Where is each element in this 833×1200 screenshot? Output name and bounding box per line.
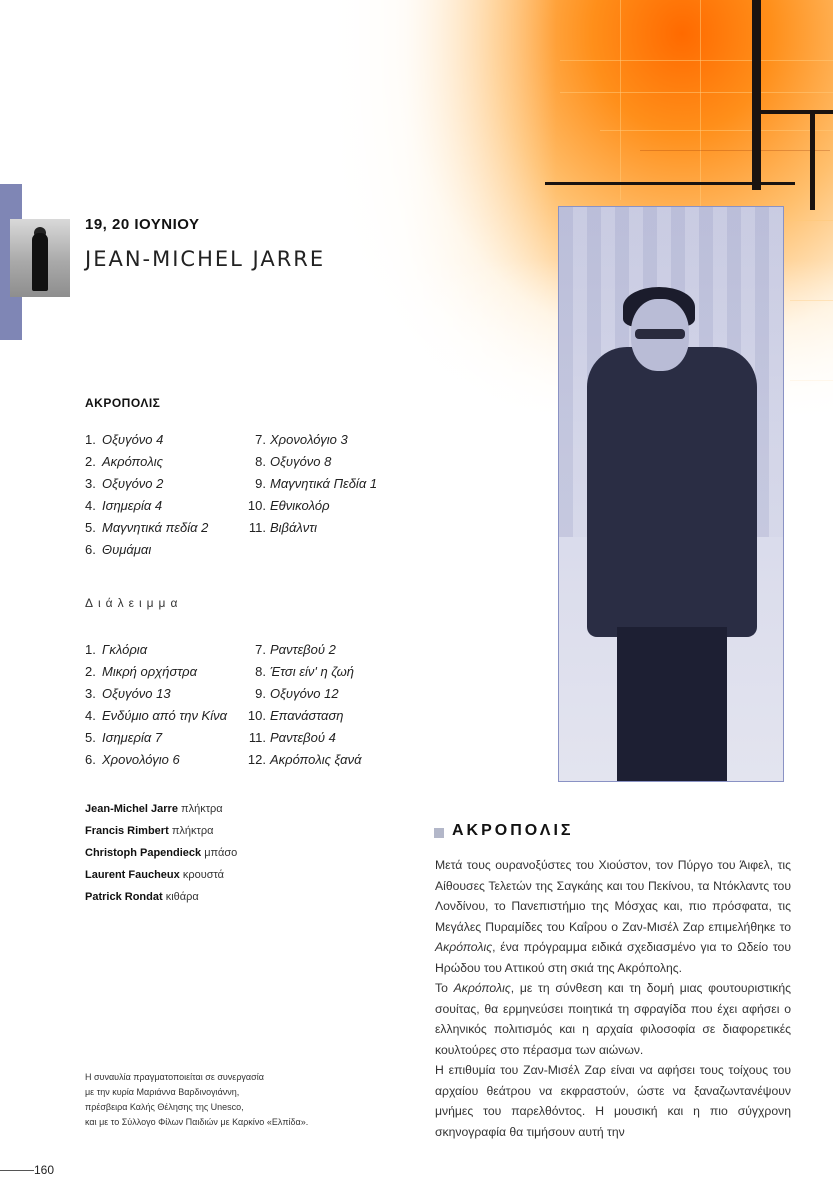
list-item: 11. Ραντεβού 4 [248, 730, 336, 745]
article-paragraph: Η επιθυμία του Ζαν-Μισέλ Ζαρ είναι να αφήσει τους τοίχους του αρχαίου θεάτρου να εκφραστούν, ώστε να ξαναζωντανέψουν μνήμες του παρελθόντος. Η μουσική και η πιο σύγχρονη σκηνογραφία θα τιμήσουν αυτή την [435, 1063, 791, 1139]
article-paragraph: Το Ακρόπολις, με τη σύνθεση και τη δομή μιας φουτουριστικής σουίτας, θα ερμηνεύσει ποιητικά τη σφραγίδα που έχει αφήσει ο ελληνικός πολιτισμός και η αρχαία φιλοσοφία σε διαφορετικές κουλτούρες στο πέρασμα των αιώνων. [435, 981, 791, 1057]
list-item: 2. Ακρόπολις [85, 454, 163, 469]
list-item: 8. Οξυγόνο 8 [255, 454, 332, 469]
article-paragraph: Μετά τους ουρανοξύστες του Χιούστον, τον Πύργο του Άιφελ, τις Αίθουσες Τελετών της Σαγκάης και του Πεκίνου, τα Ντόκλαντς του Λονδίνου, το Πανεπιστήμιο της Μόσχας και, πιο πρόσφατα, τις Μεγάλες Πυραμίδες του Καΐρου ο Ζαν-Μισέλ Ζαρ επιμελήθηκε το Ακρόπολις, ένα πρόγραμμα ειδικά σχεδιασμένο για το Ωδείο του Ηρώδου του Αττικού στη σκιά της Ακρόπολης. [435, 858, 791, 975]
list-item: 7. Χρονολόγιο 3 [255, 432, 348, 447]
list-item: 12. Ακρόπολις ξανά [247, 752, 362, 767]
musician-row: Francis Rimbert πλήκτρα [85, 825, 214, 837]
list-item: 9. Οξυγόνο 12 [255, 686, 339, 701]
article-body [435, 855, 791, 1142]
collaboration-note [85, 1070, 325, 1130]
list-item: 5. Ισημερία 7 [85, 730, 163, 745]
page-number-rule [0, 1170, 34, 1171]
list-item: 4. Ενδύμιο από την Κίνα [85, 708, 228, 723]
artist-thumbnail [10, 219, 70, 297]
list-item: 3. Οξυγόνο 13 [85, 686, 171, 701]
artwork-bar [752, 0, 761, 190]
list-item: 8. Έτσι είν' η ζωή [255, 664, 355, 679]
note-line: και με το Σύλλογο Φίλων Παιδιών με Καρκίνο «Ελπίδα». [85, 1117, 309, 1127]
note-line: πρέσβειρα Καλής Θέλησης της Unesco, [85, 1102, 244, 1112]
musician-row: Laurent Faucheux κρουστά [85, 869, 225, 881]
list-item: 3. Οξυγόνο 2 [85, 476, 164, 491]
artist-photo [558, 206, 784, 782]
artist-name: JEAN-MICHEL JARRE [85, 247, 326, 271]
artwork-bar [756, 110, 833, 114]
musician-row: Christoph Papendieck μπάσο [85, 847, 238, 859]
musicians-list [85, 798, 237, 908]
note-line: Η συναυλία πραγματοποιείται σε συνεργασία [85, 1072, 264, 1082]
list-item: 6. Θυμάμαι [85, 542, 152, 557]
list-item: 7. Ραντεβού 2 [255, 642, 336, 657]
list-item: 9. Μαγνητικά Πεδία 1 [255, 476, 378, 491]
concert-date: 19, 20 ΙΟΥΝΙΟΥ [85, 216, 200, 233]
list-item: 11. Βιβάλντι [248, 520, 318, 535]
musician-row: Patrick Rondat κιθάρα [85, 891, 199, 903]
program-title: ΑΚΡΟΠΟΛΙΣ [85, 396, 161, 410]
musician-row: Jean-Michel Jarre πλήκτρα [85, 803, 223, 815]
list-item: 1. Οξυγόνο 4 [85, 432, 164, 447]
list-item: 6. Χρονολόγιο 6 [85, 752, 180, 767]
list-item: 5. Μαγνητικά πεδία 2 [85, 520, 209, 535]
page-number: 160 [34, 1163, 55, 1177]
heading-square-icon [434, 828, 444, 838]
list-item: 1. Γκλόρια [85, 642, 148, 657]
artwork-bar [545, 182, 795, 185]
list-item: 4. Ισημερία 4 [85, 498, 163, 513]
note-line: με την κυρία Μαριάννα Βαρδινογιάννη, [85, 1087, 240, 1097]
article-heading: ΑΚΡΟΠΟΛΙΣ [452, 822, 574, 839]
list-item: 10. Εθνικολόρ [247, 498, 330, 513]
list-item: 10. Επανάσταση [247, 708, 344, 723]
list-item: 2. Μικρή ορχήστρα [85, 664, 198, 679]
intermission-label: Διάλειμμα [85, 596, 183, 610]
artwork-bar [810, 110, 815, 210]
